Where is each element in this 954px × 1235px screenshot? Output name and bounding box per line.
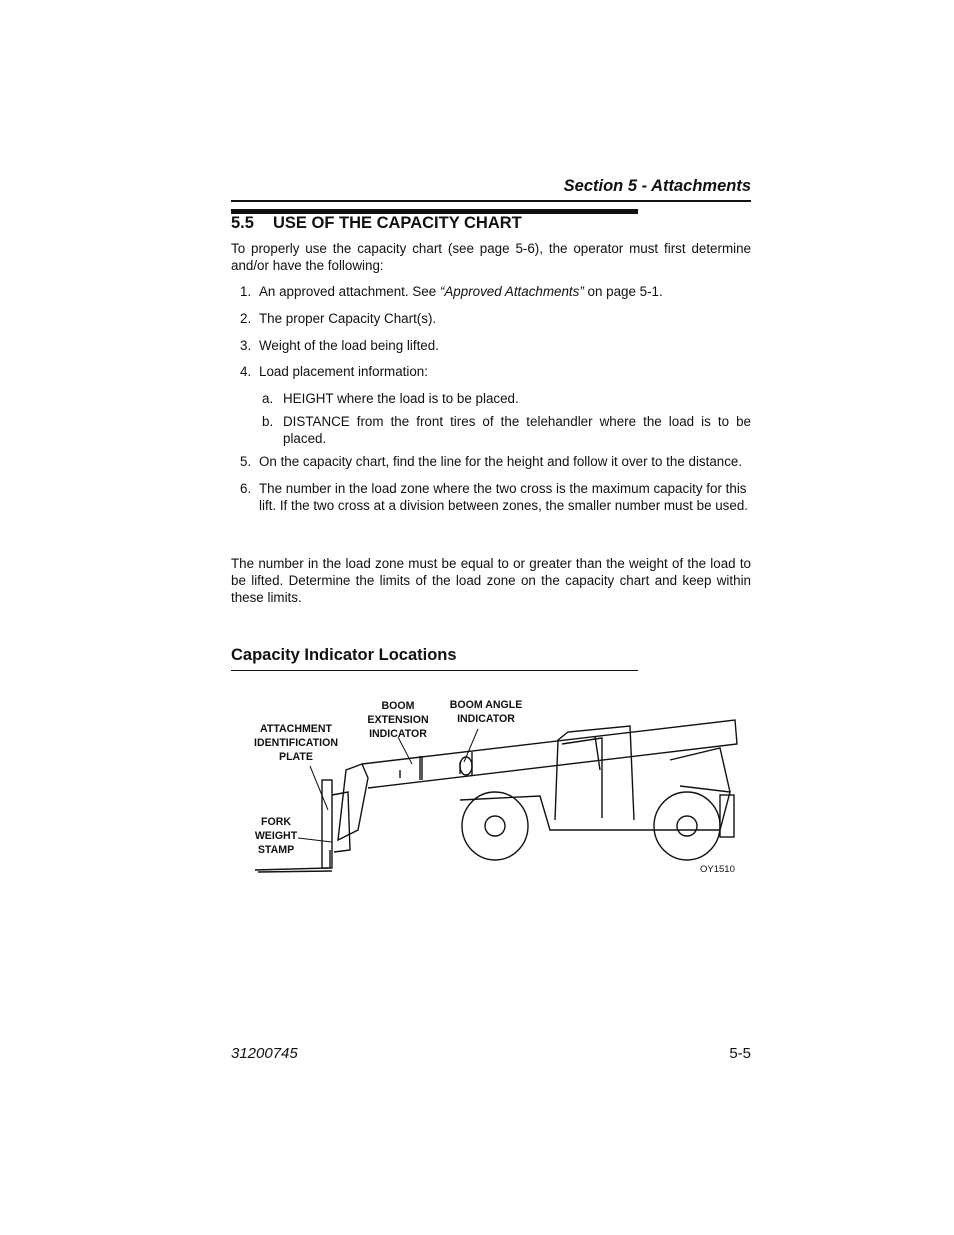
section-header: Section 5 - Attachments xyxy=(563,177,751,195)
intro-paragraph: To properly use the capacity chart (see page 5-6), the operator must first determine and/or have the following: xyxy=(231,241,751,273)
section-heading xyxy=(231,214,522,233)
sub-list-item: a. HEIGHT where the load is to be placed. xyxy=(262,391,519,407)
callout-attachment-plate: ATTACHMENT IDENTIFICATION PLATE xyxy=(254,723,338,763)
section-number: 5.5 xyxy=(231,214,254,232)
section-header-rule xyxy=(231,200,751,202)
figure-code: OY1510 xyxy=(700,864,735,875)
list-item: 4. Load placement information: xyxy=(240,364,428,380)
sub-list-item: b. DISTANCE from the front tires of the telehandler where the load is to be placed. xyxy=(262,413,751,447)
callout-boom-extension: BOOM EXTENSION INDICATOR xyxy=(367,700,429,740)
list-item: 1. An approved attachment. See “Approved Attachments” on page 5-1. xyxy=(240,284,663,299)
list-item: 6. The number in the load zone where the two cross is the maximum capacity for this lift. If the two cross at a division between zones, the smaller number must be used. xyxy=(240,480,748,514)
subsection-heading: Capacity Indicator Locations xyxy=(231,646,457,664)
steps-list xyxy=(231,283,751,524)
section-title: USE OF THE CAPACITY CHART xyxy=(273,214,522,232)
list-item: 2. The proper Capacity Chart(s). xyxy=(240,310,437,326)
callout-boom-angle: BOOM ANGLE INDICATOR xyxy=(449,699,523,725)
page-number: 5-5 xyxy=(729,1045,751,1062)
closing-paragraph: The number in the load zone must be equal to or greater than the weight of the load to be lifted. Determine the limits of the load zone on the capacity chart and keep within these limits. xyxy=(231,556,751,605)
list-item: 3. Weight of the load being lifted. xyxy=(240,337,439,353)
callout-fork-weight: FORK WEIGHT STAMP xyxy=(254,816,298,856)
subsection-rule xyxy=(231,670,638,671)
cross-reference: “Approved Attachments” xyxy=(439,284,584,299)
list-item: 5. On the capacity chart, find the line for the height and follow it over to the distance. xyxy=(240,454,743,470)
doc-number: 31200745 xyxy=(231,1045,298,1062)
